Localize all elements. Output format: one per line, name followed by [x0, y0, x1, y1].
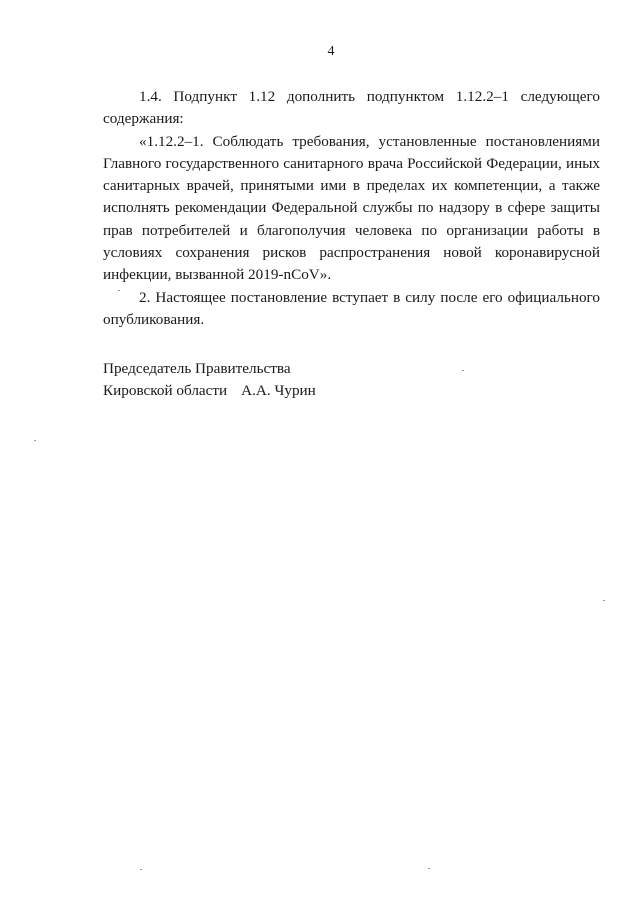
- scan-speck: [118, 290, 120, 291]
- signatory-name: А.А. Чурин: [241, 382, 316, 399]
- signature-block: [103, 358, 316, 402]
- paragraph-amendment-text: «1.12.2–1. Соблюдать требования, установленные постановлениями Главного государственного санитарного врача Российской Федерации, иных санитарных врачей, принятыми ими в пределах их компетенции, а также исполнять рекомендации Федеральной службы по надзору в сфере защиты прав потребителей и благополучия человека по организации работы в условиях сохранения рисков распространения новой коронавирусной инфекции, вызванной 2019-nCoV».: [103, 132, 600, 284]
- signatory-region-line: [103, 380, 316, 402]
- paragraph-amendment-intro: 1.4. Подпункт 1.12 дополнить подпунктом 1.12.2–1 следующего содержания:: [103, 88, 600, 128]
- signatory-title: Председатель Правительства: [103, 360, 291, 377]
- paragraph-effective-date: 2. Настоящее постановление вступает в силу после его официального опубликования.: [103, 288, 600, 328]
- scan-speck: [603, 600, 605, 601]
- document-body: [103, 86, 600, 331]
- scan-speck: [428, 868, 430, 869]
- scan-speck: [140, 869, 142, 870]
- page-number: 4: [327, 44, 335, 59]
- scan-speck: [34, 440, 36, 441]
- signatory-region: Кировской области: [103, 382, 228, 399]
- scan-speck: [462, 370, 464, 371]
